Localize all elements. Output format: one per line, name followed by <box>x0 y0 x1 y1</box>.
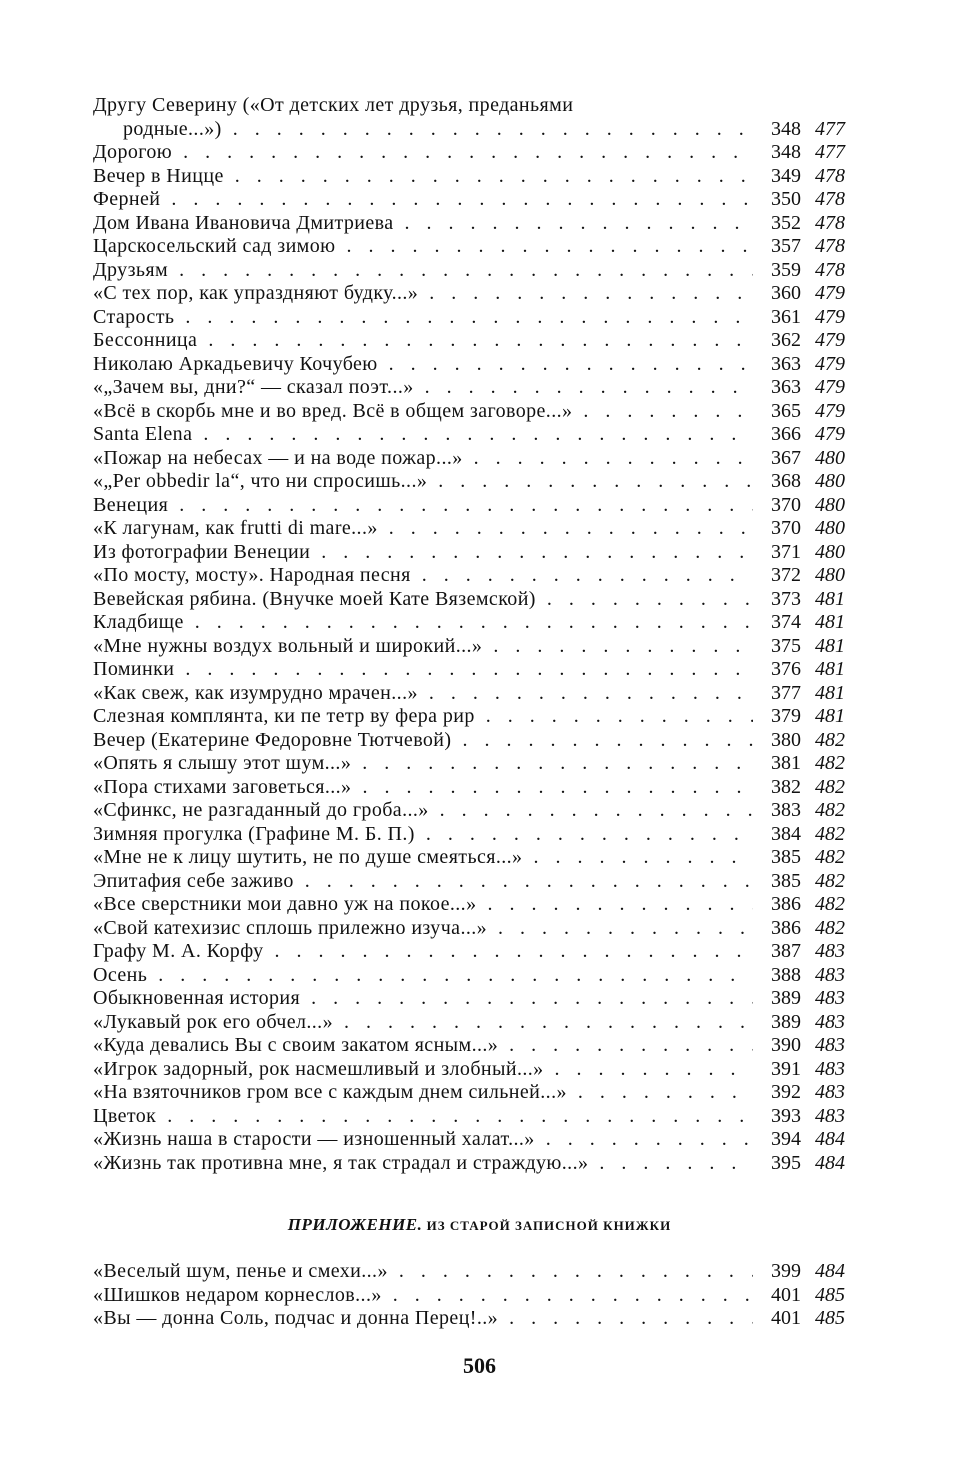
toc-entry <box>93 259 865 283</box>
entry-title: «Мне не к лицу шутить, не по душе смеяться...» . . . <box>93 846 753 870</box>
entry-title: «Веселый шум, пенье и смехи...» . . . <box>93 1260 753 1284</box>
toc-entry <box>93 588 865 612</box>
toc-entry <box>93 564 865 588</box>
commentary-page-number: 482 <box>815 869 845 892</box>
commentary-page-number: 483 <box>815 1081 845 1103</box>
commentary-page-number: 478 <box>815 164 845 187</box>
text-page-number: 362 <box>771 329 801 351</box>
entry-title: Дорогою . . . <box>93 141 753 165</box>
commentary-page-number: 483 <box>815 987 845 1009</box>
commentary-page-number: 482 <box>815 775 845 798</box>
toc-entry <box>93 423 865 447</box>
commentary-page-number: 479 <box>815 282 845 304</box>
commentary-page-number: 484 <box>815 1128 845 1150</box>
commentary-page-number: 477 <box>815 141 845 163</box>
commentary-page-number: 483 <box>815 963 845 986</box>
toc-entry <box>93 682 865 706</box>
text-page-number: 384 <box>771 822 801 845</box>
page-number: 506 <box>463 1353 496 1378</box>
entry-title: «На взяточников гром все с каждым днем сильней...» . . . <box>93 1081 753 1105</box>
entry-title: «Жизнь так противна мне, я так страдал и страждую...» . . . <box>93 1152 753 1176</box>
commentary-page-number: 481 <box>815 705 845 727</box>
entry-title: Зимняя прогулка (Графине М. Б. П.) . . . <box>93 823 753 847</box>
toc-entry <box>93 658 865 682</box>
entry-title: Ферней . . . <box>93 188 753 212</box>
entry-title: Вечер (Екатерине Федоровне Тютчевой) . . . <box>93 729 753 753</box>
toc-entry <box>93 282 865 306</box>
toc-entry <box>93 400 865 424</box>
appendix-contents <box>93 1260 865 1331</box>
text-page-number: 348 <box>771 117 801 140</box>
text-page-number: 385 <box>771 869 801 892</box>
commentary-page-number: 480 <box>815 493 845 516</box>
entry-title: Венеция . . . <box>93 494 753 518</box>
entry-title: Поминки . . . <box>93 658 753 682</box>
entry-title: Царскосельский сад зимою . . . <box>93 235 753 259</box>
commentary-page-number: 482 <box>815 822 845 845</box>
entry-title: Николаю Аркадьевичу Кочубею . . . <box>93 353 753 377</box>
commentary-page-number: 484 <box>815 1260 845 1282</box>
commentary-page-number: 483 <box>815 1057 845 1080</box>
text-page-number: 376 <box>771 658 801 680</box>
commentary-page-number: 480 <box>815 564 845 586</box>
toc-entry <box>93 870 865 894</box>
entry-title: Вечер в Ницце . . . <box>93 165 753 189</box>
toc-entry <box>93 635 865 659</box>
text-page-number: 370 <box>771 493 801 516</box>
commentary-page-number: 478 <box>815 188 845 210</box>
commentary-page-number: 478 <box>815 235 845 257</box>
appendix-label: ПРИЛОЖЕНИЕ. <box>287 1215 423 1234</box>
entry-title: «Опять я слышу этот шум...» . . . <box>93 752 753 776</box>
toc-entry <box>93 470 865 494</box>
toc-entry <box>93 541 865 565</box>
text-page-number: 395 <box>771 1151 801 1174</box>
entry-title: Цветок . . . <box>93 1105 753 1129</box>
commentary-page-number: 482 <box>815 916 845 939</box>
commentary-page-number: 479 <box>815 399 845 422</box>
text-page-number: 368 <box>771 470 801 492</box>
entry-title: Старость . . . <box>93 306 753 330</box>
text-page-number: 371 <box>771 540 801 563</box>
text-page-number: 361 <box>771 305 801 328</box>
toc-entry <box>93 823 865 847</box>
commentary-page-number: 481 <box>815 587 845 610</box>
entry-title: Обыкновенная история . . . <box>93 987 753 1011</box>
toc-entry <box>93 306 865 330</box>
commentary-page-number: 481 <box>815 681 845 704</box>
text-page-number: 387 <box>771 940 801 962</box>
commentary-page-number: 479 <box>815 305 845 328</box>
entry-title: Бессонница . . . <box>93 329 753 353</box>
commentary-page-number: 478 <box>815 211 845 234</box>
toc-entry <box>93 705 865 729</box>
commentary-page-number: 483 <box>815 1010 845 1033</box>
text-page-number: 399 <box>771 1260 801 1282</box>
toc-entry <box>93 353 865 377</box>
text-page-number: 359 <box>771 258 801 281</box>
text-page-number: 366 <box>771 423 801 445</box>
commentary-page-number: 483 <box>815 1034 845 1056</box>
text-page-number: 392 <box>771 1081 801 1103</box>
toc-entry <box>93 329 865 353</box>
text-page-number: 401 <box>771 1307 801 1329</box>
entry-title: Слезная комплянта, ки пе тетр ву фера рир . . . <box>93 705 753 729</box>
entry-title: Друзьям . . . <box>93 259 753 283</box>
toc-entry <box>93 917 865 941</box>
commentary-page-number: 482 <box>815 799 845 821</box>
text-page-number: 386 <box>771 893 801 915</box>
toc-entry <box>93 1260 865 1284</box>
toc-entry <box>93 235 865 259</box>
entry-title: «Пора стихами заговеться...» . . . <box>93 776 753 800</box>
entry-title: «Куда девались Вы с своим закатом ясным...» . . . <box>93 1034 753 1058</box>
toc-entry <box>93 1105 865 1129</box>
commentary-page-number: 481 <box>815 611 845 633</box>
text-page-number: 363 <box>771 376 801 398</box>
toc-entry <box>93 893 865 917</box>
entry-title: «По мосту, мосту». Народная песня . . . <box>93 564 753 588</box>
text-page-number: 388 <box>771 963 801 986</box>
toc-entry <box>93 1034 865 1058</box>
text-page-number: 373 <box>771 587 801 610</box>
commentary-page-number: 482 <box>815 728 845 751</box>
commentary-page-number: 482 <box>815 752 845 774</box>
commentary-page-number: 481 <box>815 634 845 657</box>
toc-entry <box>93 118 865 142</box>
text-page-number: 352 <box>771 211 801 234</box>
toc-entry <box>93 1307 865 1331</box>
text-page-number: 357 <box>771 235 801 257</box>
entry-title: «К лагунам, как frutti di mare...» . . . <box>93 517 753 541</box>
toc-entry <box>93 141 865 165</box>
text-page-number: 348 <box>771 141 801 163</box>
toc-entry <box>93 846 865 870</box>
commentary-page-number: 480 <box>815 446 845 469</box>
toc-entry <box>93 494 865 518</box>
commentary-page-number: 480 <box>815 540 845 563</box>
entry-title: «Свой катехизис сплошь прилежно изуча...» . . . <box>93 917 753 941</box>
entry-title: «Сфинкс, не разгаданный до гроба...» . . . <box>93 799 753 823</box>
entry-title: «Игрок задорный, рок насмешливый и злобный...» . . . <box>93 1058 753 1082</box>
text-page-number: 360 <box>771 282 801 304</box>
commentary-page-number: 482 <box>815 846 845 868</box>
toc-entry <box>93 1284 865 1308</box>
entry-title: Вевейская рябина. (Внучке моей Кате Вяземской) . . . <box>93 588 753 612</box>
toc-entry <box>93 1011 865 1035</box>
text-page-number: 389 <box>771 987 801 1009</box>
commentary-page-number: 479 <box>815 329 845 351</box>
toc-entry <box>93 376 865 400</box>
text-page-number: 379 <box>771 705 801 727</box>
table-of-contents <box>93 94 865 1175</box>
entry-title: «„Зачем вы, дни?“ — сказал поэт...» . . . <box>93 376 753 400</box>
entry-title: «Жизнь наша в старости — изношенный халат...» . . . <box>93 1128 753 1152</box>
toc-entry <box>93 1128 865 1152</box>
commentary-page-number: 484 <box>815 1151 845 1174</box>
entry-title: «Пожар на небесах — и на воде пожар...» . . . <box>93 447 753 471</box>
toc-entry <box>93 517 865 541</box>
commentary-page-number: 478 <box>815 258 845 281</box>
toc-entry <box>93 447 865 471</box>
commentary-page-number: 482 <box>815 893 845 915</box>
entry-title: Эпитафия себе заживо . . . <box>93 870 753 894</box>
text-page-number: 389 <box>771 1010 801 1033</box>
commentary-page-number: 485 <box>815 1307 845 1329</box>
text-page-number: 390 <box>771 1034 801 1056</box>
text-page-number: 393 <box>771 1104 801 1127</box>
appendix-heading <box>0 1214 959 1237</box>
toc-entry <box>93 729 865 753</box>
toc-entry <box>93 964 865 988</box>
toc-entry <box>93 94 865 118</box>
commentary-page-number: 479 <box>815 352 845 375</box>
toc-entry <box>93 212 865 236</box>
entry-title: «Шишков недаром корнеслов...» . . . <box>93 1284 753 1308</box>
commentary-page-number: 483 <box>815 1104 845 1127</box>
entry-title: Дом Ивана Ивановича Дмитриева . . . <box>93 212 753 236</box>
entry-title: «Всё в скорбь мне и во вред. Всё в общем заговоре...» . . . <box>93 400 753 424</box>
text-page-number: 381 <box>771 752 801 774</box>
entry-title: «Все сверстники мои давно уж на покое...» . . . <box>93 893 753 917</box>
commentary-page-number: 477 <box>815 117 845 140</box>
entry-title: «Как свеж, как изумрудно мрачен...» . . . <box>93 682 753 706</box>
entry-title: Другу Северину («От детских лет друзья, преданьями <box>93 94 574 116</box>
text-page-number: 349 <box>771 164 801 187</box>
toc-entry <box>93 188 865 212</box>
commentary-page-number: 479 <box>815 376 845 398</box>
text-page-number: 385 <box>771 846 801 868</box>
appendix-subtitle: ИЗ СТАРОЙ ЗАПИСНОЙ КНИЖКИ <box>426 1218 672 1233</box>
commentary-page-number: 480 <box>815 470 845 492</box>
commentary-page-number: 483 <box>815 940 845 962</box>
text-page-number: 374 <box>771 611 801 633</box>
commentary-page-number: 480 <box>815 517 845 539</box>
entry-title: «Лукавый рок его обчел...» . . . <box>93 1011 753 1035</box>
toc-entry <box>93 611 865 635</box>
entry-title: «С тех пор, как упраздняют будку...» . . . <box>93 282 753 306</box>
entry-title: Осень . . . <box>93 964 753 988</box>
text-page-number: 394 <box>771 1128 801 1150</box>
entry-title: Графу М. А. Корфу . . . <box>93 940 753 964</box>
toc-entry <box>93 165 865 189</box>
text-page-number: 370 <box>771 517 801 539</box>
entry-title: Кладбище . . . <box>93 611 753 635</box>
text-page-number: 380 <box>771 728 801 751</box>
toc-entry <box>93 776 865 800</box>
text-page-number: 350 <box>771 188 801 210</box>
text-page-number: 391 <box>771 1057 801 1080</box>
toc-entry <box>93 752 865 776</box>
entry-title: родные...») . . . <box>123 118 753 142</box>
text-page-number: 372 <box>771 564 801 586</box>
entry-title: «Вы — донна Соль, подчас и донна Перец!..» . . . <box>93 1307 753 1331</box>
entry-title: «„Per obbedir la“, что ни спросишь...» . . . <box>93 470 753 494</box>
text-page-number: 375 <box>771 634 801 657</box>
commentary-page-number: 479 <box>815 423 845 445</box>
toc-entry <box>93 799 865 823</box>
entry-title: «Мне нужны воздух вольный и широкий...» . . . <box>93 635 753 659</box>
text-page-number: 401 <box>771 1283 801 1306</box>
entry-title: Santa Elena . . . <box>93 423 753 447</box>
text-page-number: 383 <box>771 799 801 821</box>
toc-entry <box>93 1081 865 1105</box>
commentary-page-number: 485 <box>815 1283 845 1306</box>
toc-entry <box>93 987 865 1011</box>
text-page-number: 365 <box>771 399 801 422</box>
commentary-page-number: 481 <box>815 658 845 680</box>
text-page-number: 382 <box>771 775 801 798</box>
text-page-number: 386 <box>771 916 801 939</box>
text-page-number: 377 <box>771 681 801 704</box>
text-page-number: 367 <box>771 446 801 469</box>
text-page-number: 363 <box>771 352 801 375</box>
toc-entry <box>93 1058 865 1082</box>
toc-entry <box>93 1152 865 1176</box>
toc-entry <box>93 940 865 964</box>
entry-title: Из фотографии Венеции . . . <box>93 541 753 565</box>
